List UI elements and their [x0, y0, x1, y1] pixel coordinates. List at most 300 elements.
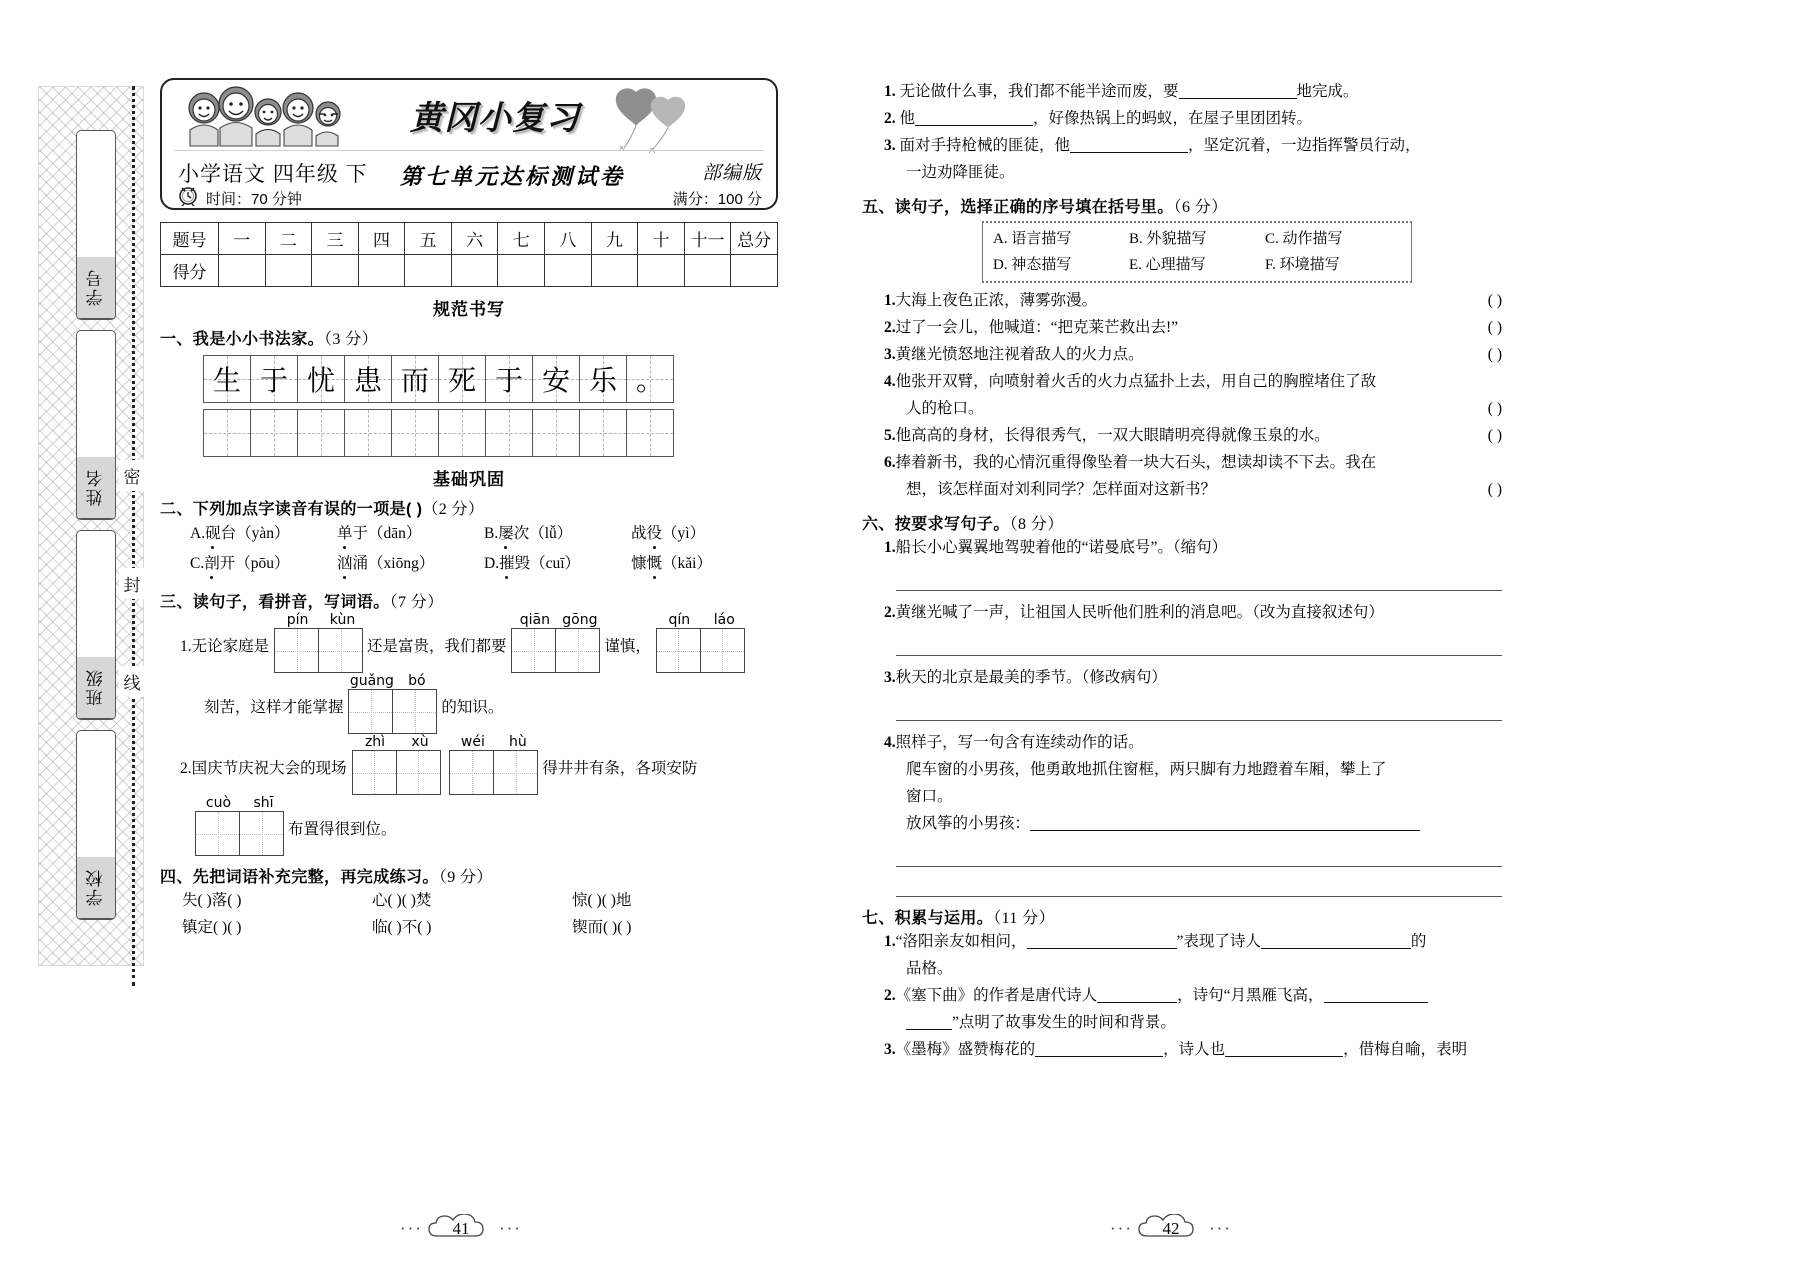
item-text: 大海上夜色正浓，薄雾弥漫。: [895, 292, 1098, 309]
score-cell-1[interactable]: [219, 255, 266, 287]
header-banner: [160, 78, 778, 210]
score-cell-4[interactable]: [358, 255, 405, 287]
answer-rule-5[interactable]: [896, 879, 1502, 897]
banner-divider: [174, 150, 764, 151]
pinyin-row: [275, 612, 365, 628]
question-6-example-line-1: 爬车窗的小男孩，他勇敢地抓住窗框，两只脚有力地蹬着车厢，攀上了: [906, 761, 1387, 778]
option-c2[interactable]: 汹涌（xiōng）: [337, 555, 435, 572]
question-1-title: 一、我是小小书法家。: [160, 331, 325, 348]
field-blank-school[interactable]: [77, 731, 115, 857]
item-text: 面对手持枪械的匪徒，他: [899, 137, 1071, 154]
score-cell-7[interactable]: [498, 255, 545, 287]
grid-cell[interactable]: [579, 355, 627, 403]
question-7-points: （11 分）: [993, 910, 1056, 927]
score-cell-3[interactable]: [312, 255, 359, 287]
folio-dots-left-2: ···: [498, 1219, 522, 1238]
grid-cell[interactable]: [203, 355, 251, 403]
answer-cell[interactable]: [555, 628, 600, 673]
page-right-column: [862, 78, 1502, 1188]
option-b[interactable]: B. 外貌描写: [1129, 231, 1207, 247]
grid-cell[interactable]: [344, 409, 392, 457]
item-text: ”点明了故事发生的时间和背景。: [952, 1014, 1176, 1031]
pinyin-row: [512, 612, 602, 628]
option-f[interactable]: F. 环境描写: [1265, 257, 1340, 273]
fill-blank[interactable]: [1030, 830, 1420, 831]
pinyin-row: [657, 612, 747, 628]
item-number: 3.: [884, 1041, 896, 1058]
score-col-7: 七: [498, 223, 545, 255]
question-5-item-1: [884, 287, 1502, 314]
question-3-item-2-line-1: [180, 734, 778, 795]
answer-paren[interactable]: ( ): [1487, 292, 1502, 309]
item-text: 刻苦，这样才能掌握: [204, 699, 344, 716]
section-banner-basics: 基础巩固: [433, 470, 505, 489]
option-pinyin: （dān）: [368, 525, 422, 542]
grid-cell[interactable]: [391, 355, 439, 403]
answer-boxes[interactable]: [349, 689, 439, 734]
dotted-char: 屡: [498, 525, 514, 542]
item-number: 6.: [884, 454, 896, 471]
answer-paren[interactable]: ( ): [1487, 319, 1502, 336]
answer-boxes[interactable]: [275, 628, 365, 673]
page-number-right: [1110, 1214, 1232, 1244]
score-col-8: 八: [545, 223, 592, 255]
grid-cell[interactable]: [391, 409, 439, 457]
grid-cell[interactable]: [626, 355, 674, 403]
answer-cell[interactable]: [396, 750, 441, 795]
item-tail: ，好像热锅上的蚂蚁，在屋子里团团转。: [1033, 110, 1313, 127]
answer-rule-3[interactable]: [896, 703, 1502, 721]
option-a[interactable]: A.砚台（yàn）: [190, 525, 290, 542]
item-text: ，借梅自喻，表明: [1343, 1041, 1468, 1058]
question-4-points: （9 分）: [438, 869, 493, 886]
score-col-9: 九: [591, 223, 638, 255]
item-number: 1.: [884, 83, 896, 100]
pinyin-syllable: pín: [286, 612, 309, 628]
item-number: 1.: [884, 539, 896, 556]
score-col-3: 三: [312, 223, 359, 255]
calligraphy-grid-empty: [204, 409, 778, 457]
answer-rule-2[interactable]: [896, 638, 1502, 656]
question-5-heading: [862, 194, 1502, 217]
grid-cell[interactable]: [250, 409, 298, 457]
seal-dotted-line: [132, 86, 135, 986]
item-number: 3.: [884, 137, 896, 154]
answer-paren[interactable]: ( ): [1487, 427, 1502, 444]
paper-title: 第七单元达标测试卷: [400, 164, 626, 190]
answer-cell[interactable]: [318, 628, 363, 673]
grid-char: 忧: [306, 364, 335, 397]
option-bank-row-1: [993, 226, 1401, 252]
question-7-item-1: [884, 928, 1502, 955]
item-number: 4.: [884, 373, 896, 390]
field-blank-name[interactable]: [77, 331, 115, 457]
answer-cell[interactable]: [511, 628, 556, 673]
edition-label: 部编版: [701, 162, 762, 184]
item-tail: 地完成。: [1296, 83, 1359, 100]
idiom-blank-6[interactable]: 锲而( )( ): [572, 919, 632, 936]
answer-boxes[interactable]: [450, 750, 540, 795]
answer-cell[interactable]: [700, 628, 745, 673]
item-number: 1.: [884, 292, 896, 309]
grid-char: 生: [212, 364, 241, 397]
answer-cell[interactable]: [493, 750, 538, 795]
item-text: 布置得很到位。: [288, 821, 397, 838]
score-table: [160, 222, 778, 287]
question-4b-item-3: [884, 132, 1502, 159]
question-4b-item-1: [884, 78, 1502, 105]
grid-char: 于: [259, 364, 288, 397]
question-3-heading: [160, 589, 778, 612]
pinyin-box-cuoshi[interactable]: [196, 795, 286, 856]
option-b[interactable]: B.屡次（lǚ）: [484, 525, 573, 542]
item-number: 2.: [884, 604, 896, 621]
question-6-example-line-2: 窗口。: [906, 788, 953, 805]
pinyin-box-guangbo[interactable]: [349, 673, 439, 734]
idiom-blank-2[interactable]: 心( )( )焚: [372, 892, 432, 909]
question-2-title: 二、下列加点字读音有误的一项是( ): [160, 501, 423, 518]
answer-cell[interactable]: [392, 689, 437, 734]
answer-boxes[interactable]: [657, 628, 747, 673]
item-text: 捧着新书，我的心情沉重得像坠着一块大石头，想读却读不下去。我在: [895, 454, 1377, 471]
fill-blank[interactable]: [915, 125, 1033, 126]
question-5-item-3: [884, 341, 1502, 368]
pinyin-box-qinlao[interactable]: [657, 612, 747, 673]
fill-blank[interactable]: [1097, 1002, 1177, 1003]
question-6-title: 六、按要求写句子。: [862, 516, 1010, 533]
grid-cell[interactable]: [438, 355, 486, 403]
fill-blank[interactable]: [1035, 1056, 1163, 1057]
answer-boxes[interactable]: [353, 750, 443, 795]
item-text: ”表现了诗人: [1176, 933, 1261, 950]
seal-char-xian: 线: [119, 666, 145, 697]
answer-rule-4[interactable]: [896, 849, 1502, 867]
pinyin-syllable: zhì: [364, 734, 386, 750]
item-number: 2.: [884, 987, 896, 1004]
fill-blank[interactable]: [1324, 1002, 1428, 1003]
item-text: “洛阳亲友如相问，: [895, 933, 1027, 950]
children-illustration-icon: [176, 86, 368, 148]
idiom-blank-5[interactable]: 临( )不( ): [372, 919, 432, 936]
option-pinyin: （lǚ）: [529, 525, 573, 542]
question-7-item-2-cont: [906, 1009, 1502, 1036]
option-b2[interactable]: 战役（yì）: [631, 525, 706, 542]
item-number: 3.: [884, 346, 896, 363]
score-cell-8[interactable]: [545, 255, 592, 287]
grid-cell[interactable]: [485, 355, 533, 403]
item-text: 他张开双臂，向喷射着火舌的火力点猛扑上去，用自己的胸膛堵住了敌: [895, 373, 1377, 390]
field-blank-class[interactable]: [77, 531, 115, 657]
score-col-5: 五: [405, 223, 452, 255]
question-4b-item-2: [884, 105, 1502, 132]
grid-cell[interactable]: [485, 409, 533, 457]
idiom-blank-1[interactable]: 失( )落( ): [182, 892, 242, 909]
pinyin-box-qiangong[interactable]: [512, 612, 602, 673]
field-label-class: 班级: [77, 657, 115, 719]
item-text: 黄继光喊了一声，让祖国人民听他们胜利的消息吧。（改为直接叙述句）: [895, 604, 1384, 621]
fill-blank[interactable]: [1225, 1056, 1343, 1057]
heart-balloons-icon: [612, 88, 698, 158]
item-text: 《墨梅》盛赞梅花的: [895, 1041, 1036, 1058]
question-5-item-2: [884, 314, 1502, 341]
grid-cell[interactable]: [297, 355, 345, 403]
pinyin-syllable: shī: [253, 795, 274, 811]
question-4b-item-3-cont: 一边劝降匪徒。: [906, 164, 1015, 181]
answer-cell[interactable]: [449, 750, 494, 795]
grid-cell[interactable]: [438, 409, 486, 457]
option-tag: A.: [190, 525, 206, 542]
question-3-item-1-line-2: [204, 673, 778, 734]
pinyin-syllable: cuò: [205, 795, 232, 811]
item-tail: ，坚定沉着，一边指挥警员行动，: [1188, 137, 1421, 154]
grid-cell[interactable]: [297, 409, 345, 457]
option-tag: D.: [484, 555, 500, 572]
dotted-char: 汹: [337, 555, 353, 572]
grid-cell[interactable]: [250, 355, 298, 403]
item-text: 黄继光愤怒地注视着敌人的火力点。: [895, 346, 1144, 363]
score-cell-total[interactable]: [731, 255, 778, 287]
score-cell-2[interactable]: [265, 255, 312, 287]
option-pinyin: （pōu）: [235, 555, 290, 572]
item-number: 2.: [884, 110, 896, 127]
pinyin-syllable: guǎng: [349, 673, 394, 689]
question-5-item-4-cont: [906, 395, 1502, 422]
pinyin-syllable: qiān: [519, 612, 551, 628]
folio-dots-left: ···: [400, 1219, 423, 1238]
fill-blank[interactable]: [1261, 948, 1411, 949]
question-5-item-4: [884, 368, 1502, 395]
pinyin-syllable: qín: [668, 612, 691, 628]
dotted-char: 摧: [499, 555, 515, 572]
option-pinyin: （kǎi）: [662, 555, 712, 572]
option-a[interactable]: A. 语言描写: [993, 231, 1072, 247]
seal-char-feng: 封: [119, 568, 145, 599]
field-box-name[interactable]: [76, 330, 116, 520]
pinyin-row: [450, 734, 540, 750]
prompt-text: 放风筝的小男孩：: [906, 815, 1031, 832]
folio-dots-right-2: ···: [1208, 1219, 1232, 1238]
folio-cloud-left: [427, 1214, 495, 1244]
pinyin-syllable: wéi: [460, 734, 485, 750]
fill-blank[interactable]: [1027, 948, 1177, 949]
field-label-name: 姓名: [77, 457, 115, 519]
item-text: 得井井有条，各项安防: [542, 760, 698, 777]
option-d2[interactable]: 慷慨（kǎi）: [631, 555, 712, 572]
table-row-score: [161, 255, 778, 287]
question-7-heading: [862, 905, 1502, 928]
pinyin-box-weihu[interactable]: [450, 734, 540, 795]
option-pinyin: （xiōng）: [368, 555, 435, 572]
item-number: 1.: [180, 638, 192, 655]
seal-char-mi: 密: [119, 460, 145, 491]
grid-char: 。: [635, 364, 664, 397]
question-7-title: 七、积累与运用。: [862, 910, 994, 927]
pinyin-box-zhixu[interactable]: [353, 734, 443, 795]
pinyin-row: [196, 795, 286, 811]
page-number-left: [400, 1214, 522, 1244]
answer-cell[interactable]: [352, 750, 397, 795]
idiom-blank-4[interactable]: 镇定( )( ): [182, 919, 242, 936]
calligraphy-grid-filled-wrap: [204, 355, 778, 403]
score-cell-10[interactable]: [638, 255, 685, 287]
score-col-11: 十一: [684, 223, 731, 255]
option-tag: B.: [484, 525, 499, 542]
grid-char: 于: [494, 364, 523, 397]
fill-blank[interactable]: [1179, 98, 1297, 99]
grid-char: 乐: [588, 364, 617, 397]
item-text: 人的枪口。: [906, 400, 984, 417]
option-d[interactable]: D.摧毁（cuī）: [484, 555, 581, 572]
question-4-row-1: [182, 887, 778, 914]
answer-cell[interactable]: [348, 689, 393, 734]
fill-blank[interactable]: [906, 1029, 952, 1030]
grid-char: 安: [541, 364, 570, 397]
item-text: 他高高的身材，长得很秀气，一双大眼睛明亮得就像玉泉的水。: [895, 427, 1330, 444]
score-row-label-number: 题号: [161, 223, 219, 255]
question-7-item-1-cont: 品格。: [906, 960, 953, 977]
folio-dots-right: ···: [1110, 1219, 1133, 1238]
option-pinyin: （yàn）: [236, 525, 290, 542]
item-number: 1.: [884, 933, 896, 950]
option-a2[interactable]: 单于（dān）: [337, 525, 422, 542]
option-c[interactable]: C.剖开（pōu）: [190, 555, 290, 572]
pinyin-syllable: bó: [408, 673, 426, 689]
folio-number-right: 42: [1162, 1219, 1180, 1238]
question-3-item-2-line-2: [194, 795, 778, 856]
field-box-class[interactable]: [76, 530, 116, 720]
score-col-6: 六: [451, 223, 498, 255]
folio-number-left: 41: [452, 1219, 470, 1238]
score-cell-6[interactable]: [451, 255, 498, 287]
question-7-item-2: [884, 982, 1502, 1009]
question-6-item-4: [884, 729, 1502, 756]
item-number: 2.: [884, 319, 896, 336]
answer-rule-1[interactable]: [896, 573, 1502, 591]
score-col-total: 总分: [731, 223, 778, 255]
question-4-row-2: [182, 914, 778, 941]
pinyin-row: [349, 673, 439, 689]
item-number: 2.: [180, 760, 192, 777]
subject-label: 小学语文 四年级 下: [178, 163, 368, 186]
pinyin-box-pinkun[interactable]: [275, 612, 365, 673]
field-blank-student-id[interactable]: [77, 131, 115, 257]
item-text: 无论家庭是: [191, 638, 270, 655]
question-4-title: 四、先把词语补充完整，再完成练习。: [160, 869, 439, 886]
item-text: 谨慎，: [604, 638, 651, 655]
item-text: 船长小心翼翼地驾驶着他的“诺曼底号”。（缩句）: [895, 539, 1228, 556]
question-6-points: （8 分）: [1009, 516, 1064, 533]
item-text: 还是富贵，我们都要: [367, 638, 507, 655]
answer-cell[interactable]: [656, 628, 701, 673]
score-cell-11[interactable]: [684, 255, 731, 287]
pinyin-syllable: kùn: [329, 612, 356, 628]
option-d[interactable]: D. 神态描写: [993, 257, 1072, 273]
answer-cell[interactable]: [274, 628, 319, 673]
option-bank-row-2: [993, 252, 1401, 278]
grid-cell[interactable]: [626, 409, 674, 457]
answer-cell[interactable]: [239, 811, 284, 856]
option-c[interactable]: C. 动作描写: [1265, 231, 1343, 247]
answer-cell[interactable]: [195, 811, 240, 856]
item-text: ，诗句“月黑雁飞高，: [1177, 987, 1324, 1004]
item-text: 过了一会儿，他喊道：“把克莱芒救出去!”: [895, 319, 1179, 336]
answer-boxes[interactable]: [196, 811, 286, 856]
question-3-title: 三、读句子，看拼音，写词语。: [160, 594, 390, 611]
question-2-row-1: [190, 519, 778, 549]
score-col-2: 二: [265, 223, 312, 255]
pinyin-syllable: láo: [713, 612, 735, 628]
dotted-char: 慨: [646, 555, 663, 572]
dotted-char: 役: [646, 525, 663, 542]
item-number: 4.: [884, 734, 896, 751]
question-5-item-5: [884, 422, 1502, 449]
grid-char: 患: [353, 364, 382, 397]
grid-cell[interactable]: [532, 409, 580, 457]
score-cell-5[interactable]: [405, 255, 452, 287]
fill-blank[interactable]: [1070, 152, 1188, 153]
time-limit-label: 时间：70 分钟: [206, 191, 302, 208]
grid-cell[interactable]: [532, 355, 580, 403]
question-6-item-2: [884, 599, 1502, 626]
answer-paren[interactable]: ( ): [1487, 346, 1502, 363]
table-row-header: [161, 223, 778, 255]
score-row-label-points: 得分: [161, 255, 219, 287]
question-7-item-3: [884, 1036, 1502, 1063]
question-1-heading: [160, 326, 778, 349]
answer-paren[interactable]: ( ): [1487, 400, 1502, 417]
item-text: 他: [899, 110, 916, 127]
item-text: 的: [1410, 933, 1427, 950]
item-text: ，诗人也: [1163, 1041, 1226, 1058]
question-5-item-6-cont: [906, 476, 1502, 503]
score-cell-9[interactable]: [591, 255, 638, 287]
question-5-item-6: [884, 449, 1502, 476]
score-col-4: 四: [358, 223, 405, 255]
grid-char: 死: [447, 364, 476, 397]
field-box-student-id[interactable]: [76, 130, 116, 320]
alarm-clock-icon: [176, 182, 200, 206]
answer-paren[interactable]: ( ): [1487, 481, 1502, 498]
pinyin-syllable: gōng: [562, 612, 598, 628]
item-text: 《塞下曲》的作者是唐代诗人: [895, 987, 1098, 1004]
field-label-school: 学校: [77, 857, 115, 919]
item-text: 国庆节庆祝大会的现场: [191, 760, 347, 777]
pinyin-syllable: xù: [411, 734, 429, 750]
option-pinyin: （yì）: [662, 525, 706, 542]
dotted-char: 砚: [205, 525, 221, 542]
option-e[interactable]: E. 心理描写: [1129, 257, 1206, 273]
field-label-student-id: 学号: [77, 257, 115, 319]
question-2-row-2: [190, 549, 778, 579]
option-pinyin: （cuī）: [530, 555, 581, 572]
page-left-column: [160, 78, 778, 1188]
item-text: 照样子，写一句含有连续动作的话。: [895, 734, 1144, 751]
grid-cell[interactable]: [344, 355, 392, 403]
answer-boxes[interactable]: [512, 628, 602, 673]
grid-cell[interactable]: [203, 409, 251, 457]
grid-cell[interactable]: [579, 409, 627, 457]
section-banner-writing: 规范书写: [433, 300, 505, 319]
grid-char: 而: [400, 364, 429, 397]
field-box-school[interactable]: [76, 730, 116, 920]
full-mark-label: 满分：100 分: [672, 191, 762, 208]
idiom-blank-3[interactable]: 惊( )( )地: [572, 892, 632, 909]
question-6-item-3: [884, 664, 1502, 691]
folio-cloud-right: [1137, 1214, 1205, 1244]
item-number: 5.: [884, 427, 896, 444]
question-5-points: （6 分）: [1173, 199, 1228, 216]
question-4-heading: [160, 864, 778, 887]
